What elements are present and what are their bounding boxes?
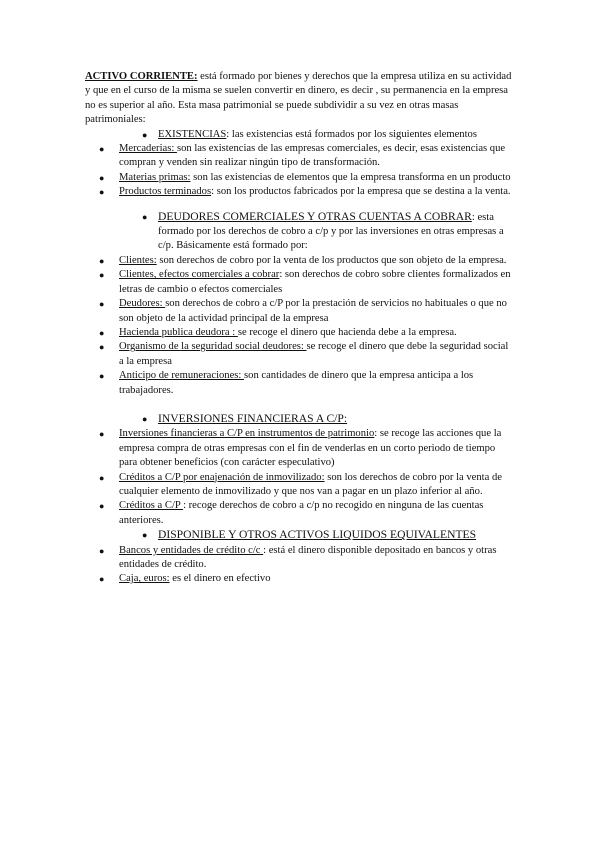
document-body <box>85 70 515 587</box>
item-term: Créditos a C/P por enajenación de inmovilizado: <box>119 471 325 483</box>
list-item <box>85 340 515 369</box>
bullet-icon: ● <box>99 472 105 483</box>
bullet-icon: ● <box>142 129 148 140</box>
bullet-icon: ● <box>99 429 105 440</box>
section-text: : esta formado por los derechos de cobro a c/p y por las inversiones en otras empresas a c/p. Básicamente está formado por: <box>158 211 504 252</box>
item-term: Organismo de la seguridad social deudores: <box>119 341 307 353</box>
bullet-icon: ● <box>99 172 105 183</box>
item-text: son las existencias de las empresas comerciales, es decir, esas existencias que compran y venden sin realizar ningún tipo de transformación. <box>119 143 506 169</box>
bullet-icon: ● <box>99 144 105 155</box>
bullet-icon: ● <box>99 327 105 338</box>
intro-title: ACTIVO CORRIENTE: <box>85 71 198 82</box>
list-item <box>85 142 515 171</box>
spacer <box>85 200 515 210</box>
item-term: Clientes, efectos comerciales a cobrar <box>119 269 280 281</box>
list-item <box>85 254 515 268</box>
item-text: son derechos de cobro a c/P por la prestación de servicios no habituales o que no son objeto de la actividad principal de la empresa <box>119 298 507 324</box>
intro-text: está formado por bienes y derechos que la empresa utiliza en su actividad y que en el curso de la misma se suelen convertir en dinero, es decir , su permanencia en la empresa no es superior al año. Esta masa patrimonial se puede subdividir a su vez en otras masas patrimoniales: <box>85 71 512 126</box>
item-term: Materias primas: <box>119 171 191 183</box>
item-term: Hacienda publica deudora : <box>119 326 238 338</box>
item-text: se recoge el dinero que hacienda debe a la empresa. <box>237 326 457 338</box>
item-term: Créditos a C/P <box>119 500 184 512</box>
list-item <box>85 326 515 340</box>
section-disponible <box>85 528 515 543</box>
list-item <box>85 544 515 573</box>
list-item <box>85 185 515 199</box>
item-text: son derechos de cobro por la venta de los productos que son objeto de la empresa. <box>156 254 507 266</box>
list-item <box>85 499 515 528</box>
item-term: Productos terminados <box>119 186 212 198</box>
section-inversiones <box>85 412 515 427</box>
bullet-icon: ● <box>99 371 105 382</box>
item-text: son cantidades de dinero que la empresa anticipa a los trabajadores. <box>119 370 474 396</box>
item-term: Deudores: <box>119 298 166 310</box>
bullet-icon: ● <box>142 413 148 424</box>
item-text: : recoge derechos de cobro a c/p no recogido en ninguna de las cuentas anteriores. <box>119 500 484 526</box>
bullet-icon: ● <box>99 187 105 198</box>
item-text: son los derechos de cobro por la venta de cualquier elemento de inmovilizado y que nos van a pagar en un plazo inferior al año. <box>119 471 502 497</box>
bullet-icon: ● <box>99 255 105 266</box>
section-heading: DISPONIBLE Y OTROS ACTIVOS LIQUIDOS EQUIVALENTES <box>158 528 477 542</box>
section-heading: DEUDORES COMERCIALES Y OTRAS CUENTAS A COBRAR <box>158 209 472 223</box>
bullet-icon: ● <box>99 270 105 281</box>
list-item <box>85 369 515 398</box>
intro-paragraph <box>85 70 515 128</box>
item-term: Inversiones financieras a C/P en instrumentos de patrimonio <box>119 428 375 440</box>
bullet-icon: ● <box>142 211 148 222</box>
spacer <box>85 398 515 412</box>
section-heading: INVERSIONES FINANCIERAS A C/P: <box>158 411 348 425</box>
item-text: es el dinero en efectivo <box>169 573 271 585</box>
list-item <box>85 297 515 326</box>
item-term: Anticipo de remuneraciones: <box>119 370 245 382</box>
item-text: se recoge el dinero que debe la seguridad social a la empresa <box>119 341 509 367</box>
list-item <box>85 572 515 586</box>
list-item <box>85 171 515 185</box>
list-item <box>85 268 515 297</box>
item-term: Mercaderias: <box>119 143 177 155</box>
item-text: : son derechos de cobro sobre clientes formalizados en letras de cambio o efectos comerciales <box>119 269 511 295</box>
bullet-icon: ● <box>99 342 105 353</box>
item-term: Bancos y entidades de crédito c/c <box>119 544 264 556</box>
item-text: : se recoge las acciones que la empresa compra de otras empresas con el fin de venderlas en un corto periodo de tiempo para obtener beneficios (con carácter especulativo) <box>119 428 502 469</box>
item-text: son las existencias de elementos que la empresa transforma en un producto <box>190 171 511 183</box>
bullet-icon: ● <box>99 574 105 585</box>
item-text: : está el dinero disponible depositado en bancos y otras entidades de crédito. <box>119 544 497 570</box>
list-item <box>85 427 515 470</box>
item-text: : son los productos fabricados por la empresa que se destina a la venta. <box>211 186 511 198</box>
bullet-icon: ● <box>99 501 105 512</box>
section-text: : las existencias está formados por los siguientes elementos <box>226 128 477 140</box>
list-item <box>85 471 515 500</box>
item-term: Caja, euros: <box>119 573 170 585</box>
bullet-icon: ● <box>99 299 105 310</box>
bullet-icon: ● <box>142 530 148 541</box>
section-deudores <box>85 210 515 254</box>
bullet-icon: ● <box>99 545 105 556</box>
section-heading: EXISTENCIAS <box>158 128 227 140</box>
item-term: Clientes: <box>119 254 157 266</box>
section-existencias <box>85 128 515 142</box>
